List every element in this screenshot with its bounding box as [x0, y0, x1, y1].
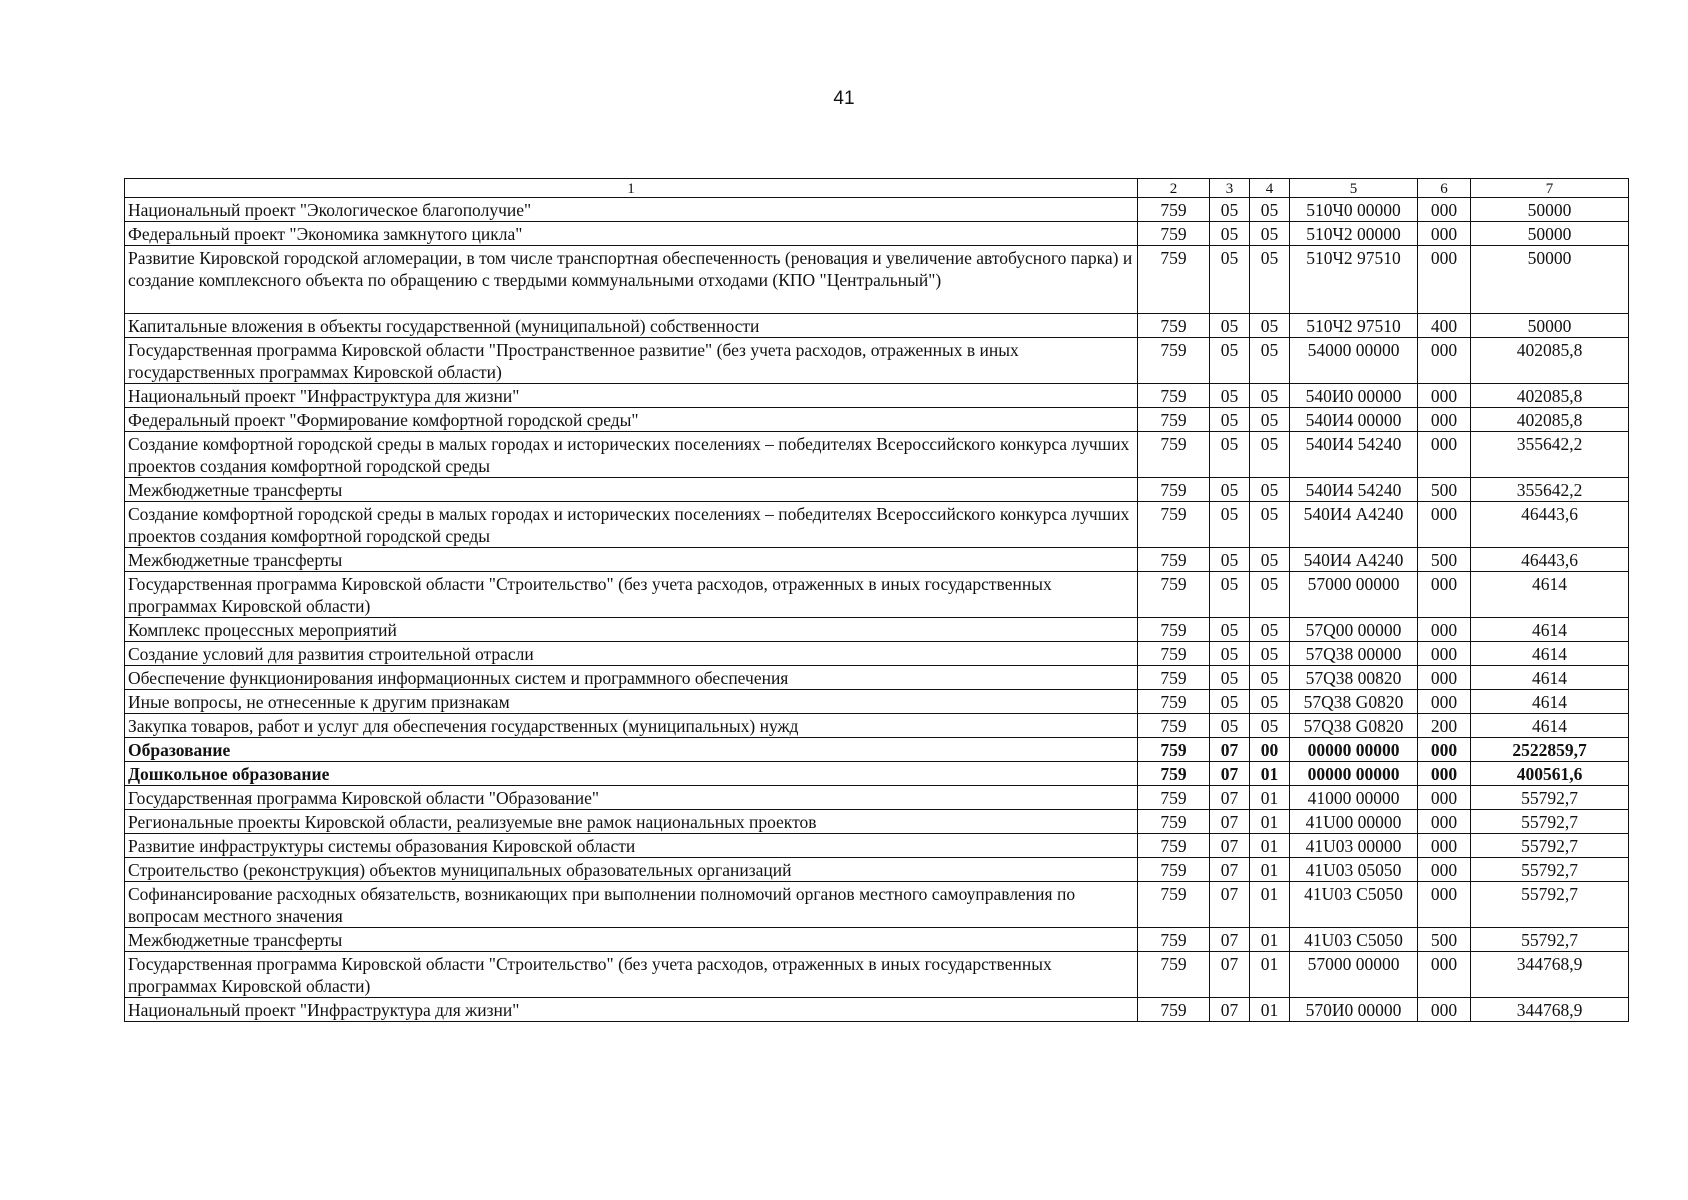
- admin-code-cell: 759: [1138, 928, 1210, 952]
- target-article-cell: 510Ч2 97510: [1290, 246, 1418, 314]
- row-name-cell: Государственная программа Кировской области "Строительство" (без учета расходов, отраженных в иных государственных программах Кировской области): [125, 952, 1138, 998]
- row-name-cell: Федеральный проект "Экономика замкнутого цикла": [125, 222, 1138, 246]
- subsection-code-cell: 05: [1250, 618, 1290, 642]
- subsection-code-cell: 01: [1250, 952, 1290, 998]
- table-row: [125, 642, 1629, 666]
- section-code-cell: 05: [1210, 572, 1250, 618]
- expense-type-cell: 000: [1418, 786, 1471, 810]
- subsection-code-cell: 05: [1250, 642, 1290, 666]
- admin-code-cell: 759: [1138, 618, 1210, 642]
- subsection-code-cell: 05: [1250, 548, 1290, 572]
- section-code-cell: 07: [1210, 738, 1250, 762]
- table-row: [125, 786, 1629, 810]
- table-row: [125, 314, 1629, 338]
- table-row: [125, 246, 1629, 314]
- subsection-code-cell: 05: [1250, 666, 1290, 690]
- amount-cell: 4614: [1471, 714, 1629, 738]
- row-name-cell: Национальный проект "Инфраструктура для жизни": [125, 998, 1138, 1022]
- row-name-cell: Развитие инфраструктуры системы образования Кировской области: [125, 834, 1138, 858]
- admin-code-cell: 759: [1138, 786, 1210, 810]
- subsection-code-cell: 05: [1250, 198, 1290, 222]
- section-code-cell: 05: [1210, 408, 1250, 432]
- table-row: [125, 998, 1629, 1022]
- amount-cell: 4614: [1471, 642, 1629, 666]
- admin-code-cell: 759: [1138, 882, 1210, 928]
- row-name-cell: Национальный проект "Инфраструктура для жизни": [125, 384, 1138, 408]
- section-code-cell: 05: [1210, 502, 1250, 548]
- target-article-cell: 00000 00000: [1290, 762, 1418, 786]
- section-code-cell: 05: [1210, 714, 1250, 738]
- admin-code-cell: 759: [1138, 338, 1210, 384]
- row-name-cell: Государственная программа Кировской области "Образование": [125, 786, 1138, 810]
- target-article-cell: 57Q38 00000: [1290, 642, 1418, 666]
- column-header: 2: [1138, 179, 1210, 198]
- subsection-code-cell: 05: [1250, 222, 1290, 246]
- table-row: [125, 882, 1629, 928]
- section-code-cell: 05: [1210, 432, 1250, 478]
- expense-type-cell: 000: [1418, 952, 1471, 998]
- row-name-cell: Строительство (реконструкция) объектов муниципальных образовательных организаций: [125, 858, 1138, 882]
- admin-code-cell: 759: [1138, 246, 1210, 314]
- column-header: 6: [1418, 179, 1471, 198]
- row-name-cell: Создание условий для развития строительной отрасли: [125, 642, 1138, 666]
- table-row: [125, 714, 1629, 738]
- expense-type-cell: 000: [1418, 666, 1471, 690]
- expense-type-cell: 500: [1418, 928, 1471, 952]
- column-header: 7: [1471, 179, 1629, 198]
- amount-cell: 402085,8: [1471, 408, 1629, 432]
- amount-cell: 344768,9: [1471, 998, 1629, 1022]
- admin-code-cell: 759: [1138, 738, 1210, 762]
- amount-cell: 55792,7: [1471, 928, 1629, 952]
- section-code-cell: 07: [1210, 952, 1250, 998]
- expense-type-cell: 000: [1418, 502, 1471, 548]
- amount-cell: 4614: [1471, 618, 1629, 642]
- admin-code-cell: 759: [1138, 666, 1210, 690]
- expense-type-cell: 000: [1418, 338, 1471, 384]
- section-code-cell: 07: [1210, 786, 1250, 810]
- subsection-code-cell: 00: [1250, 738, 1290, 762]
- table-row: [125, 384, 1629, 408]
- section-code-cell: 07: [1210, 882, 1250, 928]
- target-article-cell: 57Q38 G0820: [1290, 714, 1418, 738]
- page-number: 41: [833, 88, 855, 109]
- expense-type-cell: 000: [1418, 738, 1471, 762]
- target-article-cell: 57000 00000: [1290, 952, 1418, 998]
- section-code-cell: 07: [1210, 998, 1250, 1022]
- target-article-cell: 57Q00 00000: [1290, 618, 1418, 642]
- expense-type-cell: 000: [1418, 762, 1471, 786]
- target-article-cell: 540И4 00000: [1290, 408, 1418, 432]
- section-code-cell: 05: [1210, 198, 1250, 222]
- target-article-cell: 41U03 05050: [1290, 858, 1418, 882]
- admin-code-cell: 759: [1138, 384, 1210, 408]
- expense-type-cell: 000: [1418, 882, 1471, 928]
- amount-cell: 55792,7: [1471, 810, 1629, 834]
- target-article-cell: 510Ч2 00000: [1290, 222, 1418, 246]
- amount-cell: 55792,7: [1471, 882, 1629, 928]
- table-body: [125, 198, 1629, 1022]
- section-code-cell: 05: [1210, 478, 1250, 502]
- table-row: [125, 222, 1629, 246]
- admin-code-cell: 759: [1138, 810, 1210, 834]
- table-row: [125, 338, 1629, 384]
- table-row: [125, 572, 1629, 618]
- admin-code-cell: 759: [1138, 198, 1210, 222]
- table-row: [125, 198, 1629, 222]
- amount-cell: 55792,7: [1471, 834, 1629, 858]
- column-header: 3: [1210, 179, 1250, 198]
- row-name-cell: Софинансирование расходных обязательств, возникающих при выполнении полномочий органов местного самоуправления по вопросам местного значения: [125, 882, 1138, 928]
- table-row: [125, 502, 1629, 548]
- subsection-code-cell: 01: [1250, 786, 1290, 810]
- row-name-cell: Создание комфортной городской среды в малых городах и исторических поселениях – победителях Всероссийского конкурса лучших проектов создания комфортной городской среды: [125, 432, 1138, 478]
- target-article-cell: 540И0 00000: [1290, 384, 1418, 408]
- amount-cell: 355642,2: [1471, 432, 1629, 478]
- amount-cell: 402085,8: [1471, 384, 1629, 408]
- table-row: [125, 618, 1629, 642]
- expense-type-cell: 000: [1418, 408, 1471, 432]
- section-code-cell: 07: [1210, 928, 1250, 952]
- row-name-cell: Создание комфортной городской среды в малых городах и исторических поселениях – победителях Всероссийского конкурса лучших проектов создания комфортной городской среды: [125, 502, 1138, 548]
- table-row: [125, 928, 1629, 952]
- admin-code-cell: 759: [1138, 314, 1210, 338]
- target-article-cell: 41000 00000: [1290, 786, 1418, 810]
- subsection-code-cell: 05: [1250, 714, 1290, 738]
- target-article-cell: 540И4 54240: [1290, 432, 1418, 478]
- subsection-code-cell: 05: [1250, 572, 1290, 618]
- row-name-cell: Дошкольное образование: [125, 762, 1138, 786]
- expense-type-cell: 000: [1418, 222, 1471, 246]
- section-code-cell: 05: [1210, 548, 1250, 572]
- table-header-row: [125, 179, 1629, 198]
- target-article-cell: 54000 00000: [1290, 338, 1418, 384]
- admin-code-cell: 759: [1138, 690, 1210, 714]
- admin-code-cell: 759: [1138, 858, 1210, 882]
- section-code-cell: 05: [1210, 642, 1250, 666]
- admin-code-cell: 759: [1138, 762, 1210, 786]
- section-code-cell: 07: [1210, 762, 1250, 786]
- row-name-cell: Закупка товаров, работ и услуг для обеспечения государственных (муниципальных) нужд: [125, 714, 1138, 738]
- expense-type-cell: 000: [1418, 432, 1471, 478]
- subsection-code-cell: 05: [1250, 338, 1290, 384]
- admin-code-cell: 759: [1138, 408, 1210, 432]
- subsection-code-cell: 05: [1250, 690, 1290, 714]
- expense-type-cell: 400: [1418, 314, 1471, 338]
- amount-cell: 55792,7: [1471, 786, 1629, 810]
- table-row: [125, 834, 1629, 858]
- target-article-cell: 41U03 C5050: [1290, 882, 1418, 928]
- section-code-cell: 05: [1210, 314, 1250, 338]
- target-article-cell: 57Q38 00820: [1290, 666, 1418, 690]
- admin-code-cell: 759: [1138, 834, 1210, 858]
- target-article-cell: 57Q38 G0820: [1290, 690, 1418, 714]
- target-article-cell: 57000 00000: [1290, 572, 1418, 618]
- expense-type-cell: 200: [1418, 714, 1471, 738]
- amount-cell: 46443,6: [1471, 548, 1629, 572]
- subsection-code-cell: 05: [1250, 408, 1290, 432]
- row-name-cell: Иные вопросы, не отнесенные к другим признакам: [125, 690, 1138, 714]
- amount-cell: 50000: [1471, 246, 1629, 314]
- row-name-cell: Национальный проект "Экологическое благополучие": [125, 198, 1138, 222]
- table-row: [125, 858, 1629, 882]
- table-row: [125, 432, 1629, 478]
- section-code-cell: 05: [1210, 384, 1250, 408]
- admin-code-cell: 759: [1138, 952, 1210, 998]
- row-name-cell: Комплекс процессных мероприятий: [125, 618, 1138, 642]
- subsection-code-cell: 05: [1250, 246, 1290, 314]
- section-code-cell: 05: [1210, 246, 1250, 314]
- admin-code-cell: 759: [1138, 548, 1210, 572]
- table-row: [125, 690, 1629, 714]
- amount-cell: 344768,9: [1471, 952, 1629, 998]
- amount-cell: 402085,8: [1471, 338, 1629, 384]
- amount-cell: 46443,6: [1471, 502, 1629, 548]
- admin-code-cell: 759: [1138, 642, 1210, 666]
- subsection-code-cell: 05: [1250, 432, 1290, 478]
- amount-cell: 4614: [1471, 666, 1629, 690]
- row-name-cell: Капитальные вложения в объекты государственной (муниципальной) собственности: [125, 314, 1138, 338]
- expense-type-cell: 000: [1418, 810, 1471, 834]
- subsection-code-cell: 05: [1250, 384, 1290, 408]
- amount-cell: 400561,6: [1471, 762, 1629, 786]
- expense-type-cell: 500: [1418, 548, 1471, 572]
- section-code-cell: 05: [1210, 618, 1250, 642]
- column-header: 4: [1250, 179, 1290, 198]
- row-name-cell: Государственная программа Кировской области "Строительство" (без учета расходов, отраженных в иных государственных программах Кировской области): [125, 572, 1138, 618]
- expense-type-cell: 000: [1418, 618, 1471, 642]
- target-article-cell: 510Ч2 97510: [1290, 314, 1418, 338]
- table-row: [125, 762, 1629, 786]
- section-code-cell: 07: [1210, 810, 1250, 834]
- amount-cell: 50000: [1471, 314, 1629, 338]
- subsection-code-cell: 01: [1250, 810, 1290, 834]
- subsection-code-cell: 01: [1250, 882, 1290, 928]
- admin-code-cell: 759: [1138, 714, 1210, 738]
- target-article-cell: 00000 00000: [1290, 738, 1418, 762]
- expense-type-cell: 000: [1418, 642, 1471, 666]
- target-article-cell: 570И0 00000: [1290, 998, 1418, 1022]
- amount-cell: 55792,7: [1471, 858, 1629, 882]
- admin-code-cell: 759: [1138, 502, 1210, 548]
- amount-cell: 355642,2: [1471, 478, 1629, 502]
- expense-type-cell: 500: [1418, 478, 1471, 502]
- subsection-code-cell: 01: [1250, 762, 1290, 786]
- subsection-code-cell: 05: [1250, 502, 1290, 548]
- section-code-cell: 05: [1210, 338, 1250, 384]
- row-name-cell: Федеральный проект "Формирование комфортной городской среды": [125, 408, 1138, 432]
- column-header: 1: [125, 179, 1138, 198]
- section-code-cell: 05: [1210, 690, 1250, 714]
- row-name-cell: Межбюджетные трансферты: [125, 478, 1138, 502]
- column-header: 5: [1290, 179, 1418, 198]
- expense-type-cell: 000: [1418, 858, 1471, 882]
- table-row: [125, 810, 1629, 834]
- subsection-code-cell: 01: [1250, 834, 1290, 858]
- section-code-cell: 07: [1210, 834, 1250, 858]
- expense-type-cell: 000: [1418, 246, 1471, 314]
- admin-code-cell: 759: [1138, 222, 1210, 246]
- expense-type-cell: 000: [1418, 198, 1471, 222]
- section-code-cell: 05: [1210, 666, 1250, 690]
- table-row: [125, 478, 1629, 502]
- row-name-cell: Обеспечение функционирования информационных систем и программного обеспечения: [125, 666, 1138, 690]
- row-name-cell: Межбюджетные трансферты: [125, 928, 1138, 952]
- amount-cell: 50000: [1471, 222, 1629, 246]
- amount-cell: 2522859,7: [1471, 738, 1629, 762]
- table-row: [125, 666, 1629, 690]
- table-row: [125, 952, 1629, 998]
- section-code-cell: 05: [1210, 222, 1250, 246]
- admin-code-cell: 759: [1138, 998, 1210, 1022]
- target-article-cell: 41U03 C5050: [1290, 928, 1418, 952]
- row-name-cell: Государственная программа Кировской области "Пространственное развитие" (без учета расходов, отраженных в иных государственных программах Кировской области): [125, 338, 1138, 384]
- expense-type-cell: 000: [1418, 572, 1471, 618]
- subsection-code-cell: 01: [1250, 858, 1290, 882]
- row-name-cell: Образование: [125, 738, 1138, 762]
- target-article-cell: 41U03 00000: [1290, 834, 1418, 858]
- expense-type-cell: 000: [1418, 998, 1471, 1022]
- subsection-code-cell: 01: [1250, 928, 1290, 952]
- admin-code-cell: 759: [1138, 432, 1210, 478]
- section-code-cell: 07: [1210, 858, 1250, 882]
- table-row: [125, 408, 1629, 432]
- table-row: [125, 738, 1629, 762]
- target-article-cell: 540И4 А4240: [1290, 502, 1418, 548]
- subsection-code-cell: 01: [1250, 998, 1290, 1022]
- expense-type-cell: 000: [1418, 690, 1471, 714]
- amount-cell: 4614: [1471, 690, 1629, 714]
- target-article-cell: 540И4 54240: [1290, 478, 1418, 502]
- row-name-cell: Развитие Кировской городской агломерации, в том числе транспортная обеспеченность (реновация и увеличение автобусного парка) и создание комплексного объекта по обращению с твердыми коммунальными отходами (КПО "Центральный"): [125, 246, 1138, 314]
- amount-cell: 50000: [1471, 198, 1629, 222]
- expense-type-cell: 000: [1418, 834, 1471, 858]
- target-article-cell: 540И4 А4240: [1290, 548, 1418, 572]
- budget-table: [124, 178, 1629, 1022]
- admin-code-cell: 759: [1138, 478, 1210, 502]
- target-article-cell: 41U00 00000: [1290, 810, 1418, 834]
- subsection-code-cell: 05: [1250, 478, 1290, 502]
- admin-code-cell: 759: [1138, 572, 1210, 618]
- expense-type-cell: 000: [1418, 384, 1471, 408]
- row-name-cell: Межбюджетные трансферты: [125, 548, 1138, 572]
- row-name-cell: Региональные проекты Кировской области, реализуемые вне рамок национальных проектов: [125, 810, 1138, 834]
- table-row: [125, 548, 1629, 572]
- amount-cell: 4614: [1471, 572, 1629, 618]
- subsection-code-cell: 05: [1250, 314, 1290, 338]
- target-article-cell: 510Ч0 00000: [1290, 198, 1418, 222]
